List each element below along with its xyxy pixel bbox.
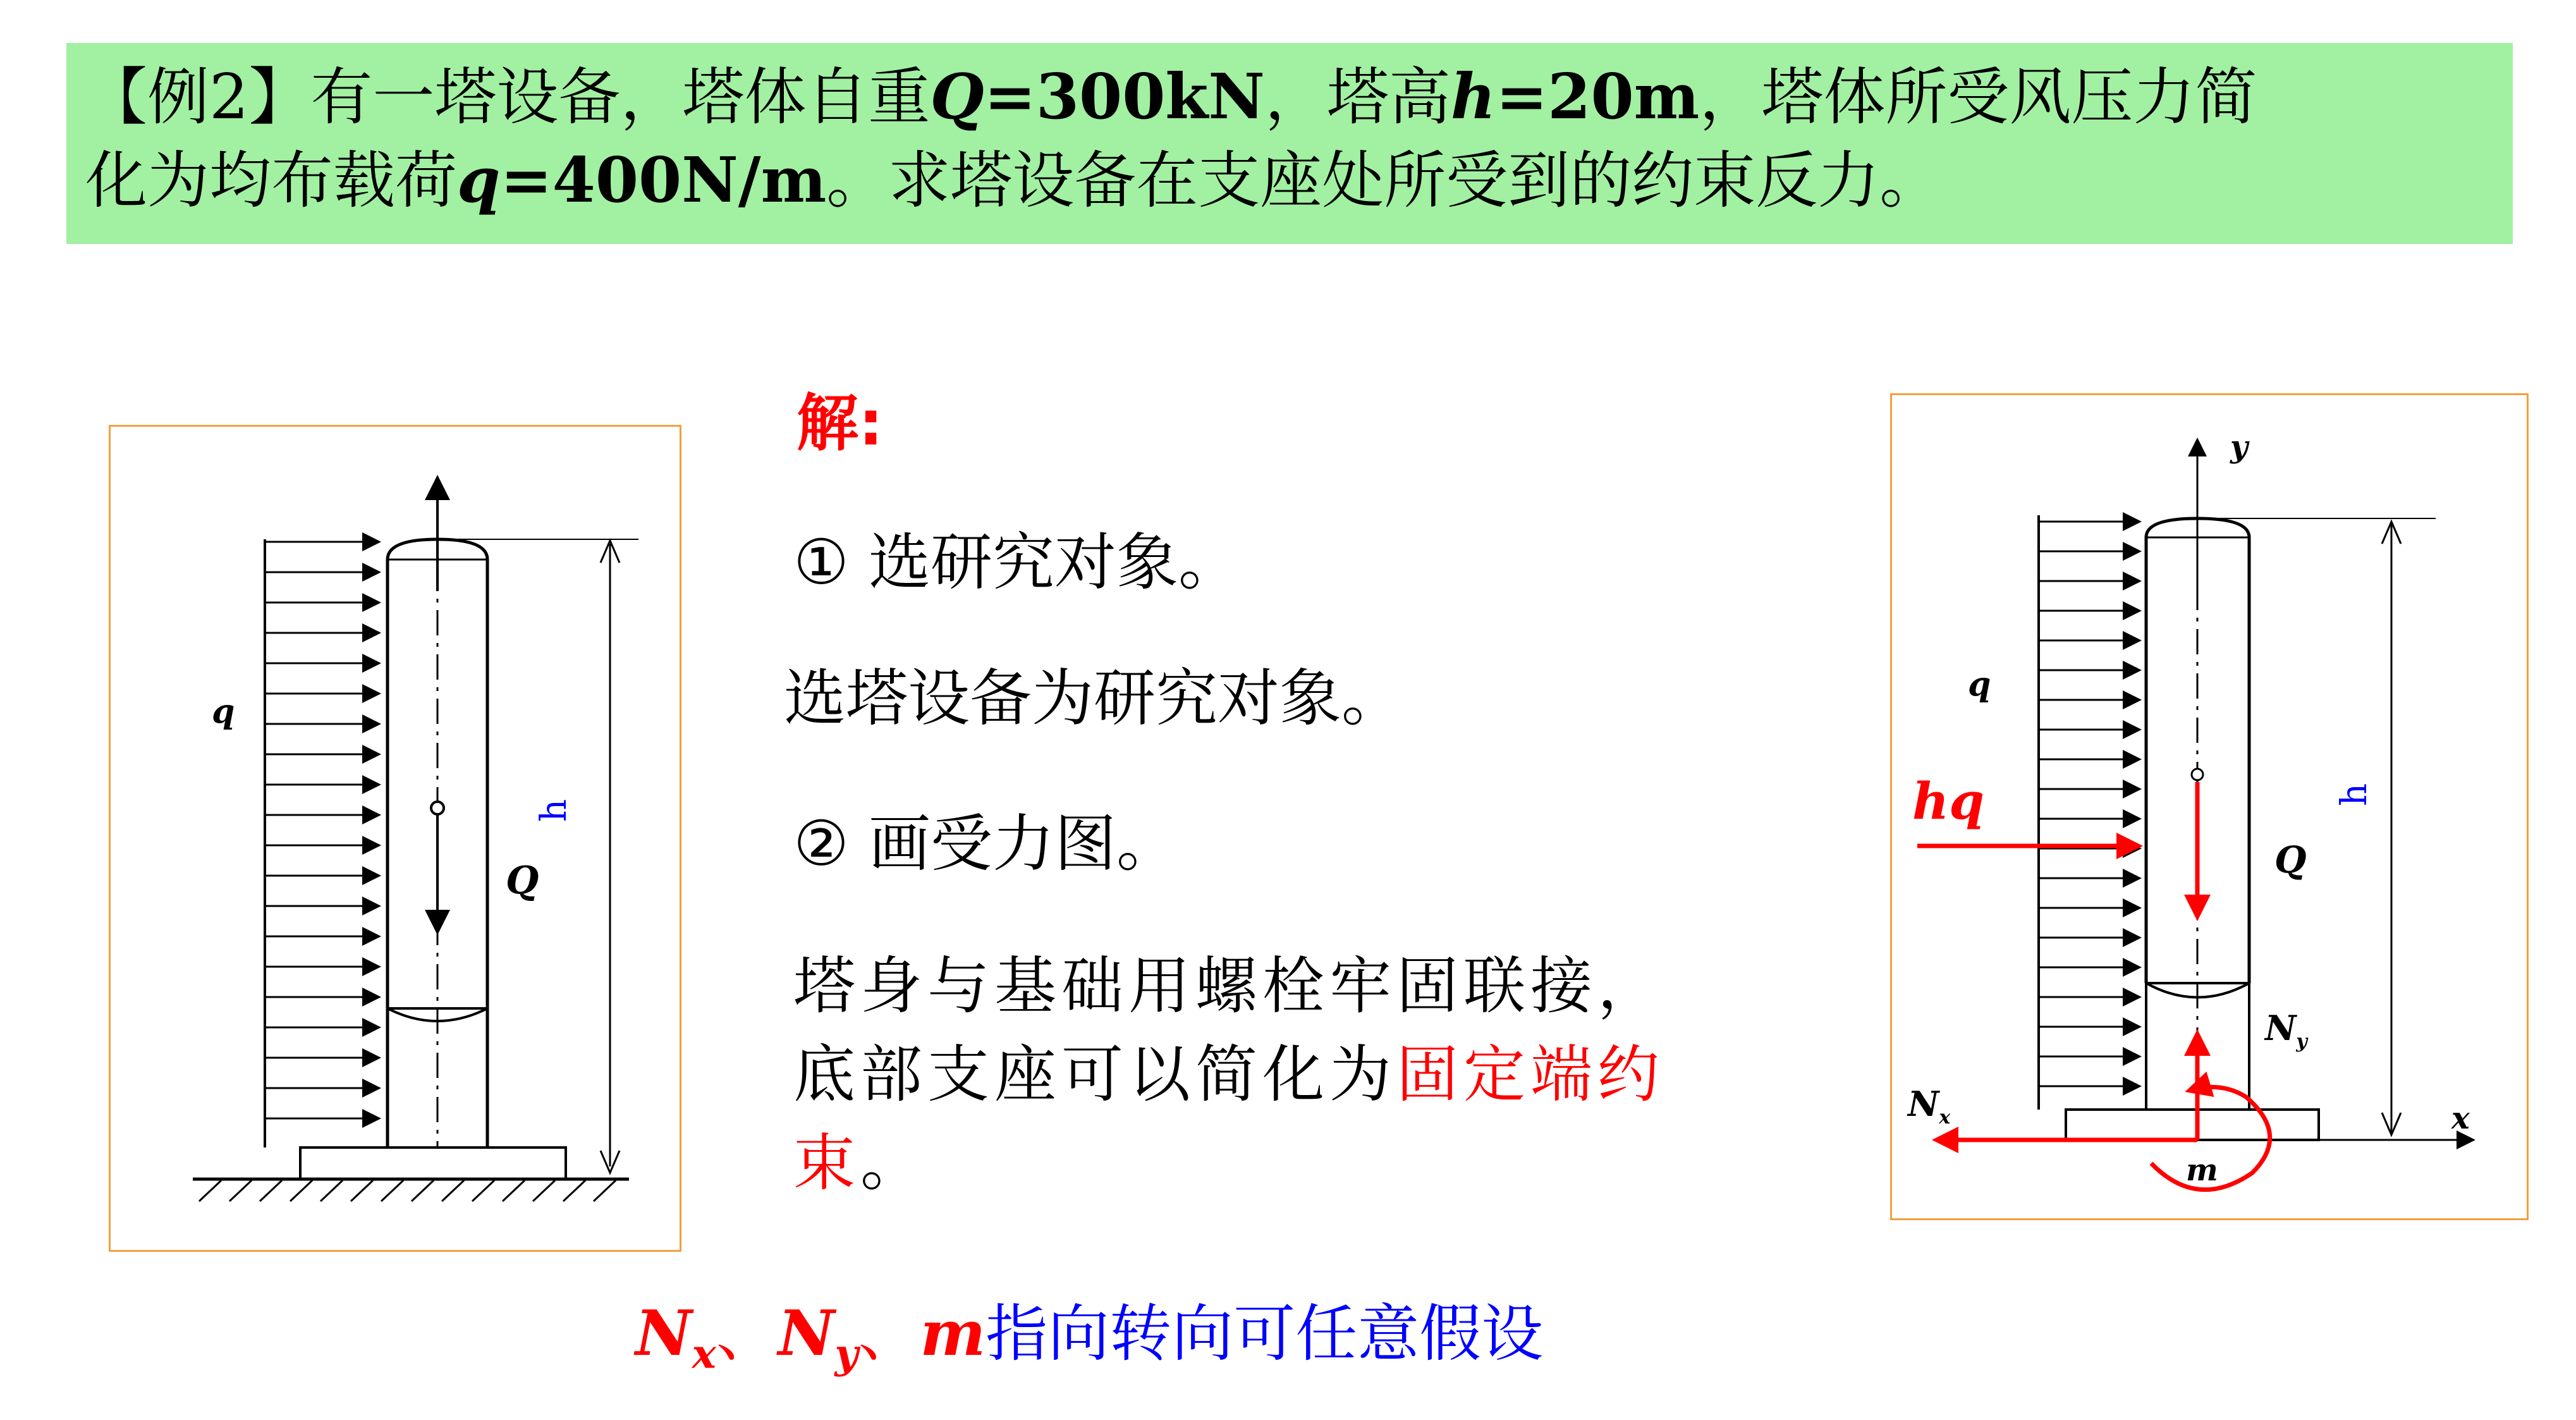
hatch-line bbox=[503, 1180, 525, 1201]
hatch-line bbox=[442, 1180, 464, 1201]
step-2-heading: ② 画受力图。 bbox=[793, 808, 1179, 880]
q-symbol: q bbox=[457, 144, 501, 217]
explain-line-2: 底部支座可以简化为固定端约 bbox=[793, 1039, 1665, 1111]
label-Q: Q bbox=[506, 859, 539, 903]
note-m: m bbox=[920, 1297, 986, 1370]
label-x: x bbox=[2451, 1101, 2470, 1136]
label-m: m bbox=[2186, 1153, 2218, 1188]
explain-line-1: 塔身与基础用螺栓牢固联接， bbox=[793, 950, 1665, 1022]
hatch-line bbox=[412, 1180, 434, 1201]
Q-symbol: Q bbox=[930, 61, 984, 133]
problem-line-1: 【例2】有一塔设备，塔体自重Q=300kN，塔高h=20m，塔体所受风压力简 bbox=[85, 61, 2257, 133]
tower-diagram-left-svg bbox=[111, 427, 683, 1254]
h-symbol: h bbox=[1450, 61, 1496, 133]
direction-note: $N_x$、$N_y$、m指向转向可任意假设 bbox=[635, 1297, 1544, 1378]
label-y: y bbox=[2230, 429, 2248, 465]
problem-statement bbox=[66, 43, 2513, 244]
label-hq: hq bbox=[1912, 771, 1985, 831]
hatch-line bbox=[381, 1180, 403, 1201]
label-Nx: $N_x$ bbox=[1908, 1084, 1951, 1129]
hatch-line bbox=[260, 1180, 282, 1201]
hatch-line bbox=[563, 1180, 585, 1201]
step-1-heading: ① 选研究对象。 bbox=[793, 527, 1241, 599]
label-h: h bbox=[534, 799, 575, 822]
free-body-diagram-svg bbox=[1892, 395, 2530, 1222]
solution-label: 解: bbox=[797, 388, 884, 460]
label-Q: Q bbox=[2274, 838, 2307, 881]
wind-load-arrows bbox=[265, 542, 379, 1118]
label-h: h bbox=[2334, 783, 2375, 806]
explain-line-3: 束。 bbox=[793, 1127, 928, 1199]
label-q: q bbox=[1968, 665, 1991, 704]
hatch-line bbox=[320, 1180, 343, 1201]
hatch-line bbox=[199, 1180, 221, 1201]
label-Ny: $N_y$ bbox=[2265, 1008, 2307, 1053]
free-body-diagram bbox=[1890, 393, 2529, 1220]
note-text: 指向转向可任意假设 bbox=[986, 1298, 1544, 1370]
ground-hatching bbox=[199, 1180, 616, 1201]
step-1-text: 选塔设备为研究对象。 bbox=[784, 663, 1404, 735]
hatch-line bbox=[290, 1180, 312, 1201]
hatch-line bbox=[351, 1180, 373, 1201]
support-explanation bbox=[793, 942, 1664, 1208]
hatch-line bbox=[229, 1180, 252, 1201]
hatch-line bbox=[472, 1180, 494, 1201]
problem-line-2: 化为均布载荷q=400N/m。求塔设备在支座处所受到的约束反力。 bbox=[85, 144, 1942, 217]
note-Nx: $N_x$ bbox=[635, 1297, 716, 1378]
fixed-end-constraint-highlight: 固定端约 bbox=[1396, 1039, 1665, 1111]
tower-diagram-left bbox=[109, 425, 681, 1252]
wind-load-arrows-right bbox=[2039, 522, 2140, 1086]
hatch-line bbox=[594, 1180, 616, 1201]
label-q: q bbox=[212, 692, 235, 731]
note-Ny: $N_y$ bbox=[778, 1297, 858, 1378]
hatch-line bbox=[533, 1180, 555, 1201]
